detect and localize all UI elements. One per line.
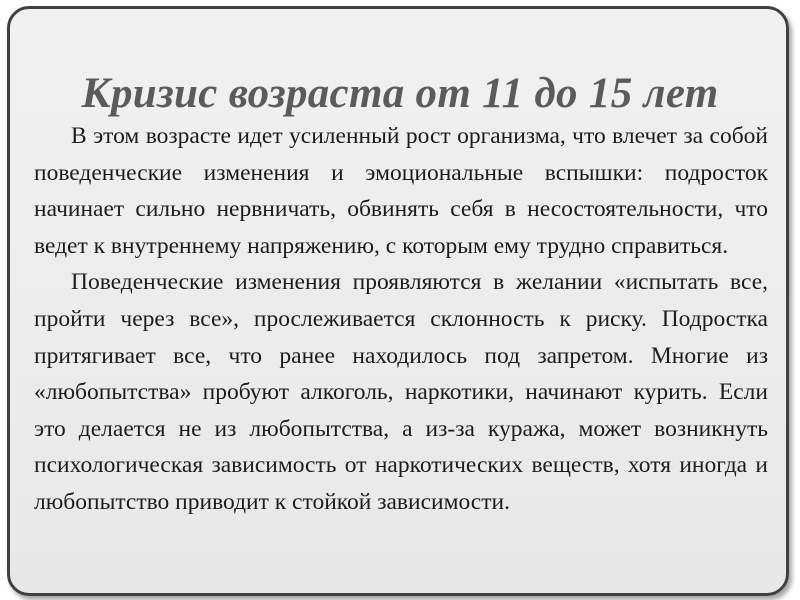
paragraph-2: Поведенческие изменения проявляются в желании «испытать все, пройти через все», прослеживается склонность к риску. Подростка притягивает все, что ранее находилось под запретом. Многие из «любопытства» пробуют алкоголь, наркотики, начинают курить. Если это делается не из любопытства, а из-за куража, может возникнуть психологическая зависимость от наркотических веществ, хотя иногда и любопытство приводит к стойкой зависимости.: [34, 269, 768, 515]
slide-title: Кризис возраста от 11 до 15 лет: [81, 70, 719, 117]
paragraph-1: В этом возрасте идет усиленный рост организма, что влечет за собой поведенческие изменения и эмоциональные вспышки: подросток начинает сильно нервничать, обвинять себя в несостоятельности, что ведет к внутреннему напряжению, с которым ему трудно справиться.: [34, 123, 768, 259]
slide-body: [34, 118, 768, 521]
